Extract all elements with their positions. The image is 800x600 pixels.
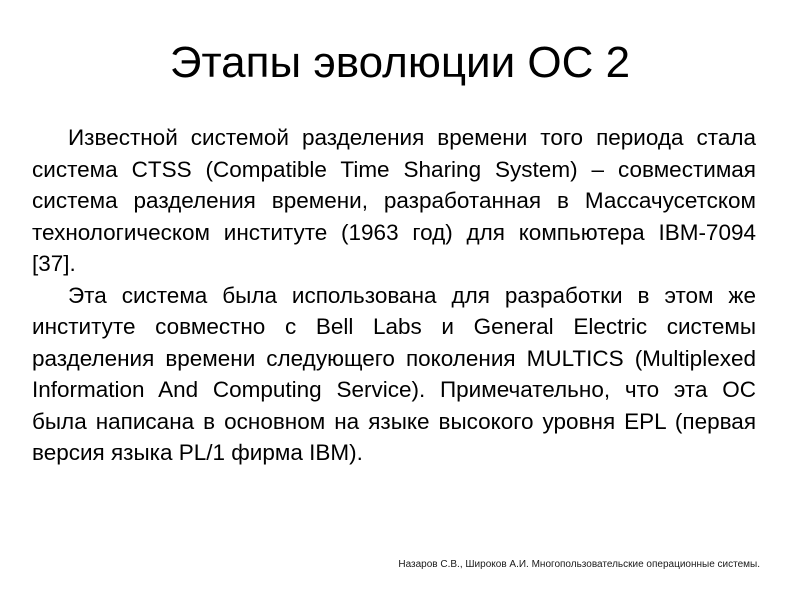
slide-body bbox=[32, 122, 756, 469]
paragraph-multics: Эта система была использована для разработки в этом же институте совместно с Bell Labs и General Electric системы разделения времени следующего поколения MULTICS (Multiplexed Information And Computing Service). Примечательно, что эта ОС была написана в основном на языке высокого уровня EPL (первая версия языка PL/1 фирма IBM). bbox=[32, 282, 756, 465]
paragraph-ctss: Известной системой разделения времени того периода стала система CTSS (Compatible Time Sharing System) – совместимая система разделения времени, разработанная в Массачусетском технологическом институте (1963 год) для компьютера IBM-7094 [37]. bbox=[32, 125, 756, 276]
slide-title: Этапы эволюции ОС 2 bbox=[169, 38, 631, 87]
slide-footer: Назаров С.В., Широков А.И. Многопользовательские операционные системы. bbox=[398, 559, 760, 570]
